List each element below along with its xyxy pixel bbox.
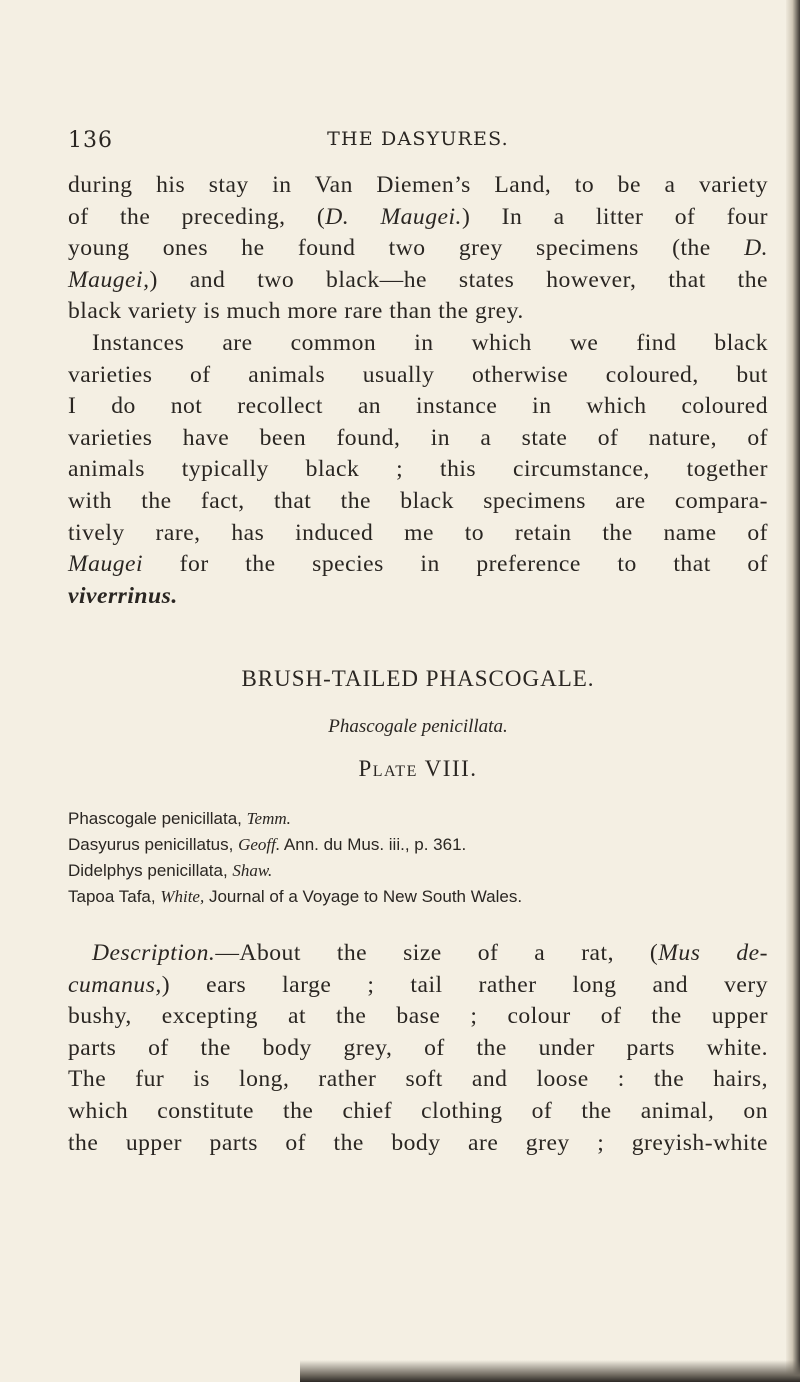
- text-line: tively rare, has induced me to retain the name of: [68, 519, 768, 546]
- text-line: animals typically black ; this circumstance, together: [68, 456, 768, 483]
- text-line: cumanus,) ears large ; tail rather long and very: [68, 971, 768, 998]
- text-line: Maugei for the species in preference to that of: [68, 551, 768, 578]
- page-number: 136: [68, 128, 113, 153]
- text-line: the upper parts of the body are grey ; greyish-white: [68, 1129, 768, 1156]
- page-header: [68, 128, 768, 160]
- text-line: The fur is long, rather soft and loose : the hairs,: [68, 1066, 768, 1093]
- text-line: of the preceding, (D. Maugei.) In a litter of four: [68, 203, 768, 230]
- text-line: which constitute the chief clothing of the animal, on: [68, 1097, 768, 1124]
- text-line: with the fact, that the black specimens are compara-: [68, 487, 768, 514]
- text-line: parts of the body grey, of the under parts white.: [68, 1034, 768, 1061]
- text-line: Maugei,) and two black—he states however, that the: [68, 266, 768, 293]
- species-name: Phascogale penicillata.: [328, 716, 508, 737]
- text-line: varieties have been found, in a state of nature, of: [68, 424, 768, 451]
- text-line: young ones he found two grey specimens (the D.: [68, 235, 768, 262]
- paragraph-dasyure-variety: [68, 170, 768, 612]
- text-line: black variety is much more rare than the grey.: [68, 298, 524, 325]
- running-title: THE DASYURES.: [327, 128, 509, 150]
- synonym-entry: Dasyurus penicillatus, Geoff. Ann. du Mus. iii., p. 361.: [68, 835, 467, 854]
- paragraph-description: [68, 938, 768, 1159]
- synonym-entry: Phascogale penicillata, Temm.: [68, 809, 291, 828]
- text-line: during his stay in Van Diemen’s Land, to be a variety: [68, 172, 768, 198]
- plate-number: Plate VIII.: [358, 756, 478, 781]
- text-line: Description.—About the size of a rat, (Mus de-: [92, 940, 768, 966]
- synonym-entry: Tapoa Tafa, White, Journal of a Voyage to New South Wales.: [68, 887, 523, 906]
- page-bottom-edge: [300, 1360, 800, 1382]
- text-line: I do not recollect an instance in which coloured: [68, 393, 768, 420]
- text-line: Instances are common in which we find black: [92, 329, 768, 356]
- synonym-entry: Didelphys penicillata, Shaw.: [68, 861, 273, 880]
- synonymy-list: [68, 806, 768, 910]
- page-edge-shadow: [786, 0, 800, 1382]
- text-line: viverrinus.: [68, 582, 178, 609]
- text-line: varieties of animals usually otherwise coloured, but: [68, 361, 768, 388]
- text-line: bushy, excepting at the base ; colour of the upper: [68, 1003, 768, 1030]
- section-title: BRUSH-TAILED PHASCOGALE.: [241, 666, 595, 691]
